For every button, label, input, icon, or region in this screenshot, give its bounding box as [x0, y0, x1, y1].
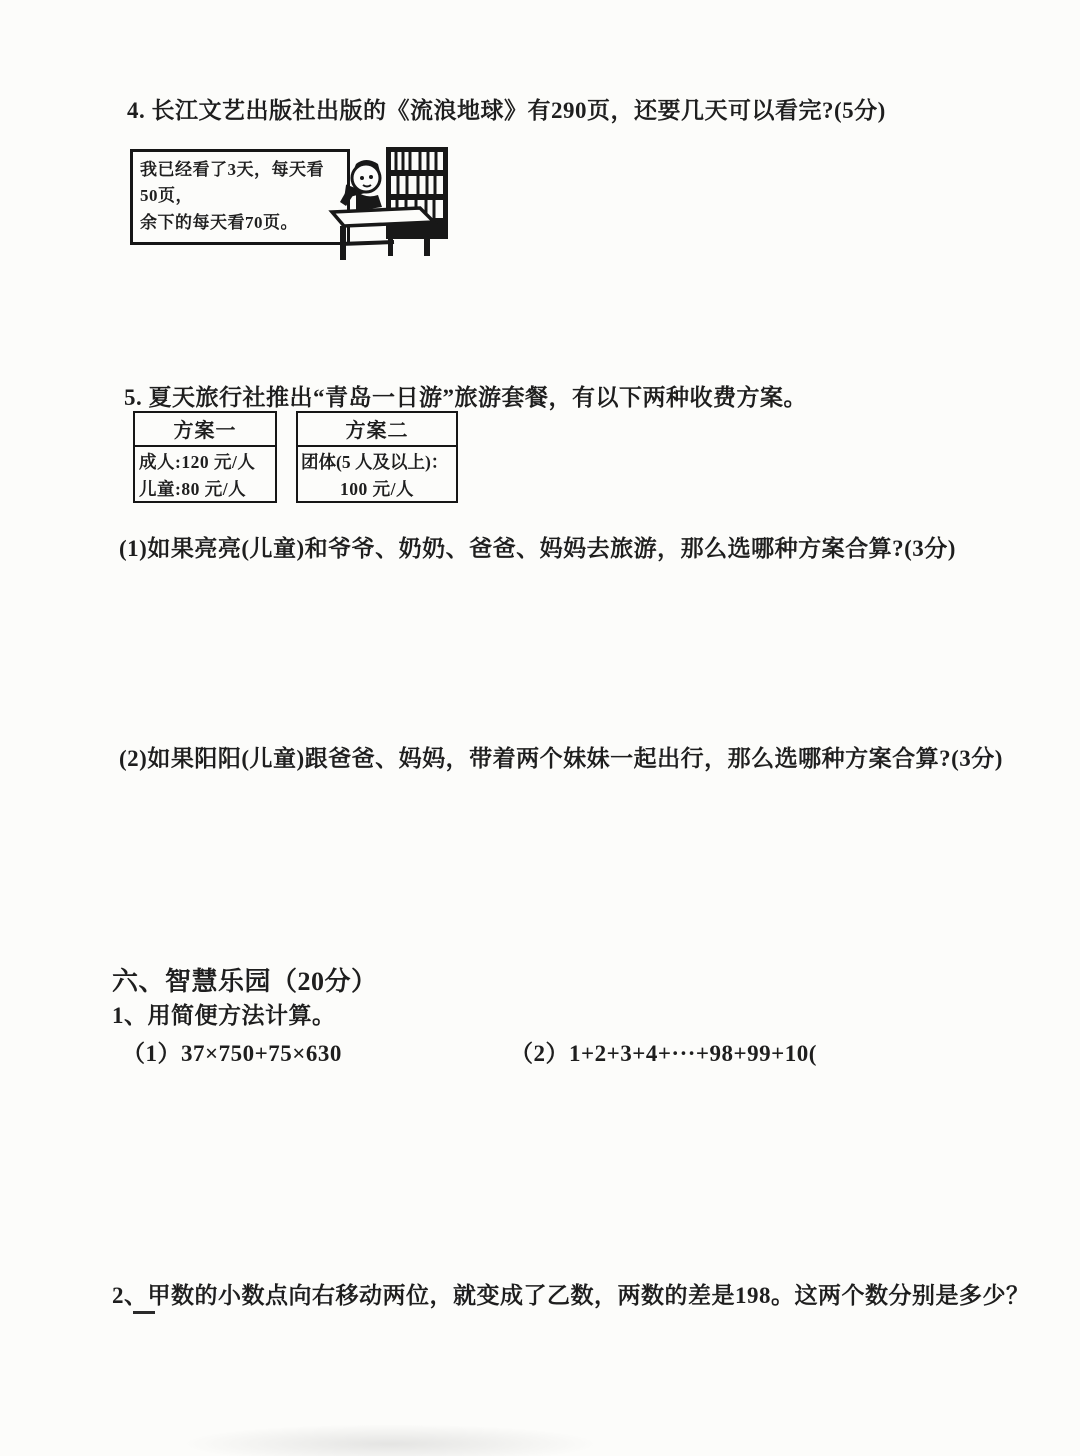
plan-two-box	[296, 411, 458, 503]
calc-problem-1: （1）37×750+75×630	[122, 1041, 342, 1066]
plan-two-title: 方案二	[298, 413, 456, 447]
speech-bubble-line1: 我已经看了3天，每天看50页，	[140, 160, 324, 206]
section-six-item2: 2、甲数的小数点向右移动两位，就变成了乙数，两数的差是198。这两个数分别是多少？	[112, 1283, 1030, 1308]
plan-one-row2: 儿童:80 元/人	[139, 479, 247, 499]
plan-one-row1: 成人:120 元/人	[139, 452, 256, 472]
problem5-part1: (1)如果亮亮(儿童)和爷爷、奶奶、爸爸、妈妈去旅游，那么选哪种方案合算?(3分)	[119, 536, 956, 561]
section-six-heading: 六、智慧乐园（20分）	[112, 967, 378, 996]
problem5-part2: (2)如果阳阳(儿童)跟爸爸、妈妈，带着两个妹妹一起出行，那么选哪种方案合算?(3分)	[119, 746, 1003, 771]
problem5-text: 5. 夏天旅行社推出“青岛一日游”旅游套餐，有以下两种收费方案。	[124, 385, 807, 410]
plan-one-box	[133, 411, 277, 503]
stray-underline-mark	[133, 1311, 155, 1314]
speech-bubble-line2: 余下的每天看70页。	[140, 212, 298, 232]
problem4-text: 4. 长江文艺出版社出版的《流浪地球》有290页，还要几天可以看完?(5分)	[127, 98, 886, 123]
scan-smudge	[180, 1424, 600, 1456]
child-icon	[340, 160, 382, 211]
calc-problem-2: （2）1+2+3+4+···+98+99+10(	[510, 1041, 817, 1066]
speech-bubble	[130, 149, 350, 245]
plan-two-row1: 团体(5 人及以上)：	[301, 452, 449, 472]
plan-one-title: 方案一	[135, 413, 275, 447]
child-reading-illustration	[328, 144, 454, 264]
section-six-item1: 1、用简便方法计算。	[112, 1003, 336, 1028]
plan-two-row2: 100 元/人	[340, 479, 414, 499]
